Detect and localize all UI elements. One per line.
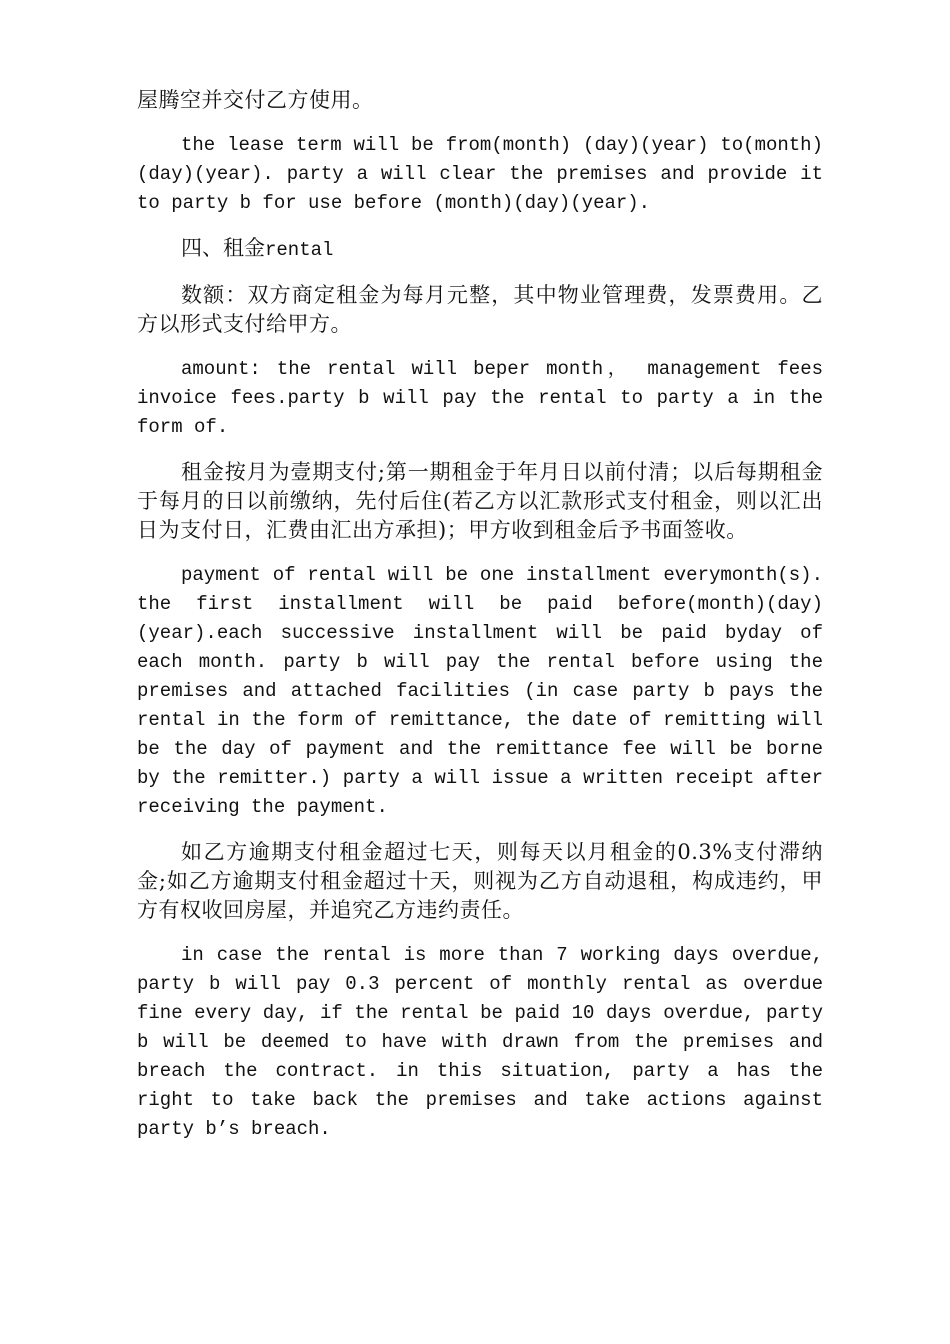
paragraph-en-lease-term: the lease term will be from(month) (day)(year) to(month) (day)(year). party a will clear the premises and provide it to party b for use before (month)(day)(year). xyxy=(137,134,823,214)
paragraph-zh-continuation: 屋腾空并交付乙方使用。 xyxy=(137,88,374,112)
paragraph-zh-overdue: 如乙方逾期支付租金超过七天，则每天以月租金的0.3%支付滞纳金;如乙方逾期支付租金超过十天，则视为乙方自动退租，构成违约，甲方有权收回房屋，并追究乙方违约责任。 xyxy=(137,840,823,922)
paragraph-en-amount: amount: the rental will beper month， management fees invoice fees.party b will pay the rental to party a in the form of. xyxy=(137,358,823,438)
paragraph-en-overdue: in case the rental is more than 7 working days overdue, party b will pay 0.3 percent of monthly rental as overdue fine every day, if the rental be paid 10 days overdue, party b will be deemed to have with drawn from the premises and breach the contract. in this situation, party a has the right to take back the premises and take actions against party b’s breach. xyxy=(137,944,823,1140)
paragraph-zh-payment: 租金按月为壹期支付;第一期租金于年月日以前付清；以后每期租金于每月的日以前缴纳，先付后住(若乙方以汇款形式支付租金，则以汇出日为支付日，汇费由汇出方承担)；甲方收到租金后予书面签收。 xyxy=(137,460,823,542)
document-page xyxy=(137,86,823,1160)
paragraph-zh-amount: 数额：双方商定租金为每月元整，其中物业管理费，发票费用。乙方以形式支付给甲方。 xyxy=(137,283,823,336)
paragraph-en-payment: payment of rental will be one installment everymonth(s). the first installment will be paid before(month)(day)(year).each successive installment will be paid byday of each month. party b will pay the rental before using the premises and attached facilities (in case party b pays the rental in the form of remittance, the date of remitting will be the day of payment and the remittance fee will be borne by the remitter.) party a will issue a written receipt after receiving the payment. xyxy=(137,564,823,818)
section-heading-zh: 四、租金 xyxy=(181,236,265,260)
section-heading-rental xyxy=(137,234,823,265)
section-heading-en: rental xyxy=(265,239,334,261)
